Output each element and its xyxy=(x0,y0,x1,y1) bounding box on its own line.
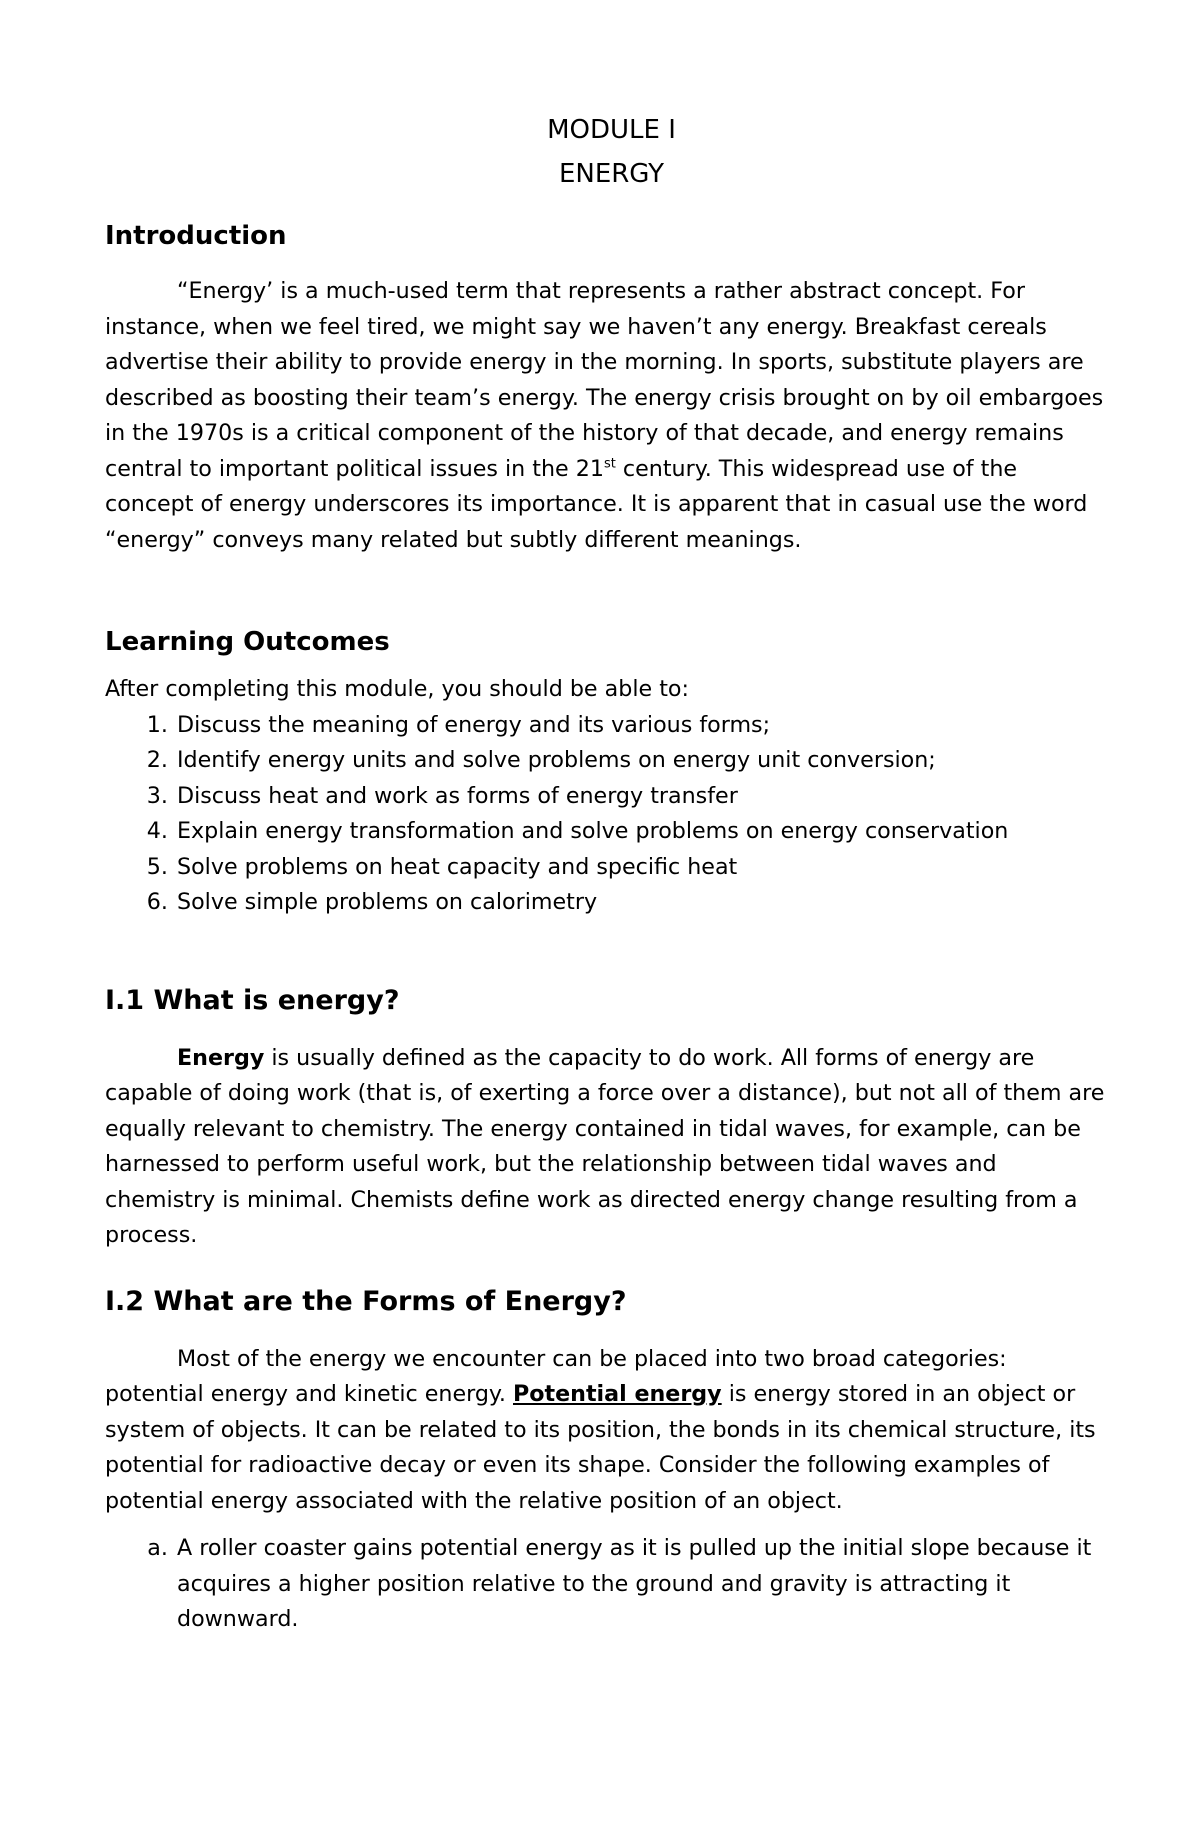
page-content xyxy=(105,108,1105,1638)
list-item: a. A roller coaster gains potential energy as it is pulled up the initial slope because it acquires a higher position relative to the ground and gravity is attracting it downward. xyxy=(175,1531,1105,1638)
energy-term: Energy xyxy=(177,1044,265,1071)
module-title: ENERGY xyxy=(558,159,665,189)
learning-outcomes-heading: Learning Outcomes xyxy=(105,627,390,657)
section-1-1-heading: I.1 What is energy? xyxy=(105,984,400,1016)
list-item: 6. Solve simple problems on calorimetry xyxy=(175,885,1105,921)
list-item: 4. Explain energy transformation and solve problems on energy conservation xyxy=(175,814,1105,850)
learning-outcomes-lead: After completing this module, you should be able to: xyxy=(105,676,689,702)
section-1-1-text: is usually defined as the capacity to do work. All forms of energy are capable of doing work (that is, of exerting a force over a distance), but not all of them are equally relevant to chemistry. The energy contained in tidal waves, for example, can be harnessed to perform useful work, but the relationship between tidal waves and chemistry is minimal. Chemists define work as directed energy change resulting from a process. xyxy=(105,1044,1105,1248)
introduction-text-part2: century. This widespread use of the concept of energy underscores its importance. It is apparent that in casual use the word “energy” conveys many related but subtly different meanings. xyxy=(105,455,1088,553)
introduction-text-part1: “Energy’ is a much-used term that represents a rather abstract concept. For instance, when we feel tired, we might say we haven’t any energy. Breakfast cereals advertise their ability to provide energy in the morning. In sports, substitute players are described as boosting their team’s energy. The energy crisis brought on by oil embargoes in the 1970s is a critical component of the history of that decade, and energy remains central to important political issues in the 21 xyxy=(105,278,1104,482)
section-1-2-text-part2: is energy stored in an object or system of objects. It can be related to its position, the bonds in its chemical structure, its potential for radioactive decay or even its shape. Consider the following examples of potential energy associated with the relative position of an object. xyxy=(105,1381,1096,1514)
superscript-st: st xyxy=(604,456,616,472)
section-1-2-text-part1: Most of the energy we encounter can be placed into two broad categories: potential energy and kinetic energy. xyxy=(105,1345,1007,1407)
section-1-2-heading: I.2 What are the Forms of Energy? xyxy=(105,1285,627,1317)
introduction-heading: Introduction xyxy=(105,221,287,251)
learning-outcomes-list xyxy=(105,708,1105,921)
section-1-1-paragraph xyxy=(105,1041,1105,1254)
list-item: 3. Discuss heat and work as forms of energy transfer xyxy=(175,779,1105,815)
section-1-2-paragraph xyxy=(105,1342,1105,1520)
list-item: 1. Discuss the meaning of energy and its various forms; xyxy=(175,708,1105,744)
list-item: 2. Identify energy units and solve problems on energy unit conversion; xyxy=(175,743,1105,779)
module-label: MODULE I xyxy=(547,115,676,145)
list-item: 5. Solve problems on heat capacity and specific heat xyxy=(175,850,1105,886)
introduction-paragraph xyxy=(105,274,1105,558)
potential-energy-term: Potential energy xyxy=(513,1381,722,1407)
examples-list xyxy=(105,1531,1105,1638)
